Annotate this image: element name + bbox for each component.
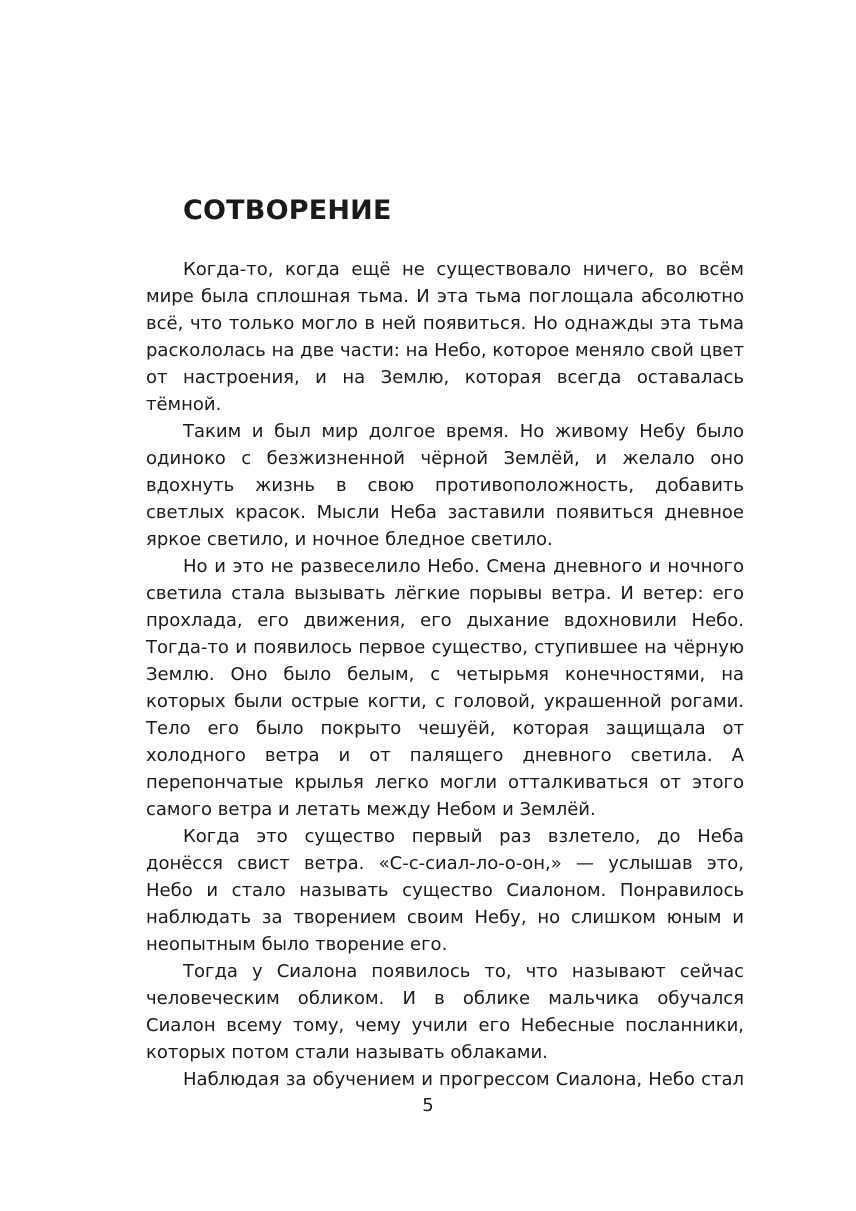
body-text bbox=[146, 256, 744, 1093]
paragraph: Когда-то, когда ещё не существовало ничего, во всём мире была сплошная тьма. И эта тьма поглощала абсолютно всё, что только могло в ней появиться. Но однажды эта тьма раскололась на две части: на Небо, которое меняло свой цвет от настроения, и на Землю, которая всегда оставалась тёмной. bbox=[146, 259, 744, 415]
chapter-title: СОТВОРЕНИЕ bbox=[183, 195, 392, 226]
paragraph: Но и это не развеселило Небо. Смена дневного и ночного светила стала вызывать лёгкие порывы ветра. И ветер: его прохлада, его движения, его дыхание вдохновили Небо. Тогда-то и появилось первое существо, ступившее на чёрную Землю. Оно было белым, с четырьмя конечностями, на которых были острые когти, с головой, украшенной рогами. Тело его было покрыто чешуёй, которая защищала от холодного ветра и от палящего дневного светила. А перепончатые крылья легко могли отталкиваться от этого самого ветра и летать между Небом и Землёй. bbox=[146, 556, 744, 820]
paragraph: Когда это существо первый раз взлетело, до Неба донёсся свист ветра. «С-с-сиал-ло-о-он,» — услышав это, Небо и стало называть существо Сиалоном. Понравилось наблюдать за творением своим Небу, но слишком юным и неопытным было творение его. bbox=[146, 826, 744, 955]
paragraph: Наблюдая за обучением и прогрессом Сиалона, Небо стал bbox=[183, 1069, 744, 1090]
paragraph: Таким и был мир долгое время. Но живому Небу было одиноко с безжизненной чёрной Землёй, и желало оно вдохнуть жизнь в свою противоположность, добавить светлых красок. Мысли Неба заставили появиться дневное яркое светило, и ночное бледное светило. bbox=[146, 421, 744, 550]
paragraph: Тогда у Сиалона появилось то, что называют сейчас человеческим обликом. И в облике мальчика обучался Сиалон всему тому, чему учили его Небесные посланники, которых потом стали называть облаками. bbox=[146, 961, 744, 1063]
page-number: 5 bbox=[422, 1095, 434, 1116]
